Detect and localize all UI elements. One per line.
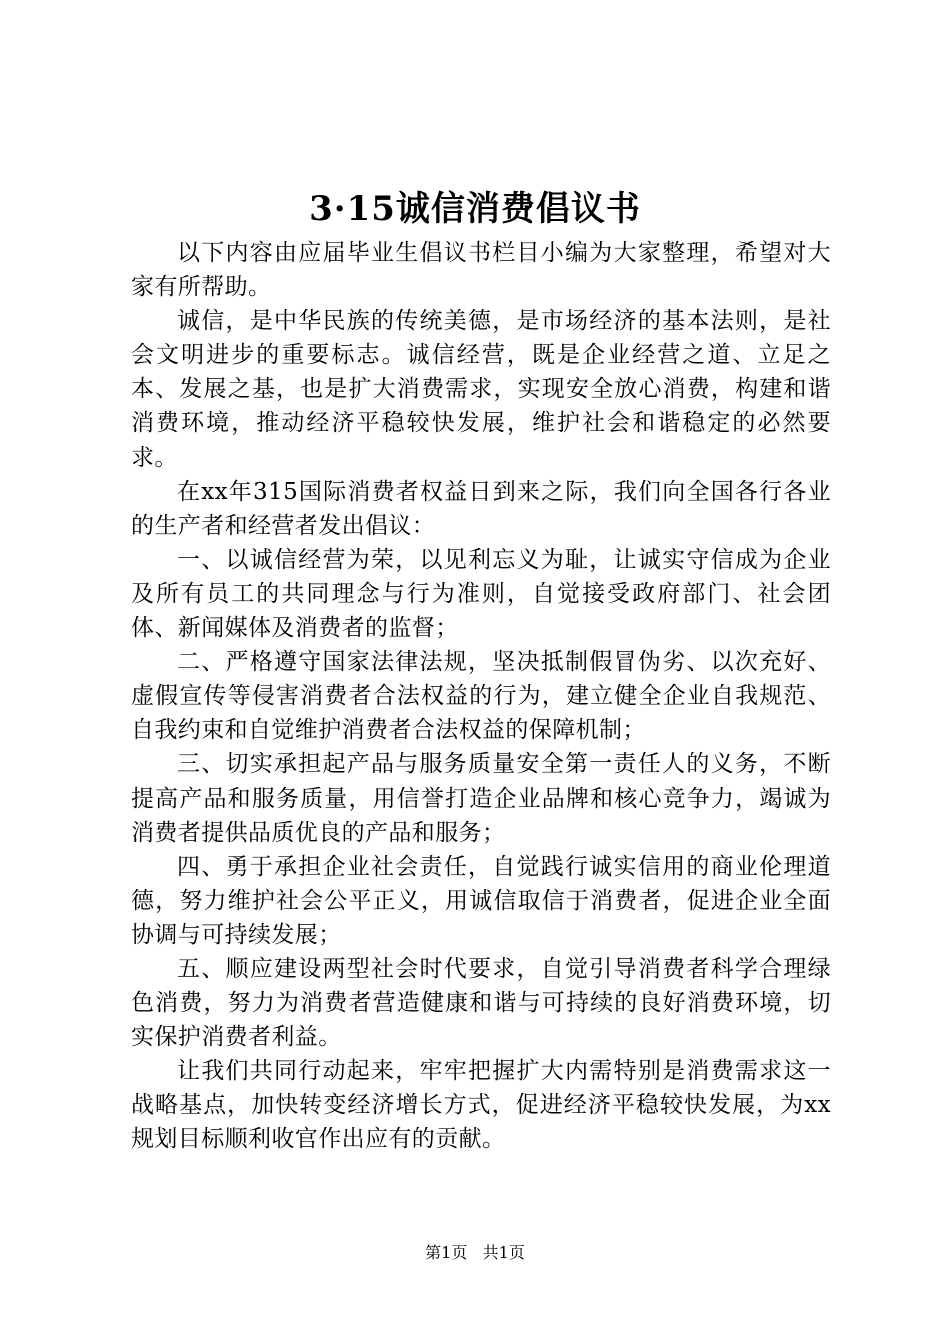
paragraph-item-1: 一、以诚信经营为荣，以见利忘义为耻，让诚实守信成为企业及所有员工的共同理念与行为准则，自觉接受政府部门、社会团体、新闻媒体及消费者的监督；	[131, 546, 831, 642]
page-title: 3·15诚信消费倡议书	[309, 189, 641, 229]
page-total: 共1页	[482, 1243, 525, 1262]
page-footer	[0, 1242, 950, 1264]
footer-separator	[472, 1243, 477, 1262]
paragraph-occasion: 在xx年315国际消费者权益日到来之际，我们向全国各行各业的生产者和经营者发出倡议：	[131, 478, 831, 539]
page-number: 第1页	[425, 1243, 468, 1262]
paragraph-intro: 以下内容由应届毕业生倡议书栏目小编为大家整理，希望对大家有所帮助。	[131, 240, 831, 301]
paragraph-item-4: 四、勇于承担企业社会责任，自觉践行诚实信用的商业伦理道德，努力维护社会公平正义，用诚信取信于消费者，促进企业全面协调与可持续发展；	[131, 853, 831, 948]
paragraph-closing: 让我们共同行动起来，牢牢把握扩大内需特别是消费需求这一战略基点，加快转变经济增长方式，促进经济平稳较快发展，为xx规划目标顺利收官作出应有的贡献。	[131, 1058, 831, 1153]
paragraph-item-2: 二、严格遵守国家法律法规，坚决抵制假冒伪劣、以次充好、虚假宣传等侵害消费者合法权益的行为，建立健全企业自我规范、自我约束和自觉维护消费者合法权益的保障机制；	[131, 649, 831, 744]
document-body	[131, 236, 831, 1157]
paragraph-item-5: 五、顺应建设两型社会时代要求，自觉引导消费者科学合理绿色消费，努力为消费者营造健康和谐与可持续的良好消费环境，切实保护消费者利益。	[131, 955, 831, 1051]
paragraph-item-3: 三、切实承担起产品与服务质量安全第一责任人的义务，不断提高产品和服务质量，用信誉打造企业品牌和核心竞争力，竭诚为消费者提供品质优良的产品和服务；	[131, 751, 831, 846]
paragraph-integrity: 诚信，是中华民族的传统美德，是市场经济的基本法则，是社会文明进步的重要标志。诚信经营，既是企业经营之道、立足之本、发展之基，也是扩大消费需求，实现安全放心消费，构建和谐消费环境，推动经济平稳较快发展，维护社会和谐稳定的必然要求。	[131, 308, 831, 471]
